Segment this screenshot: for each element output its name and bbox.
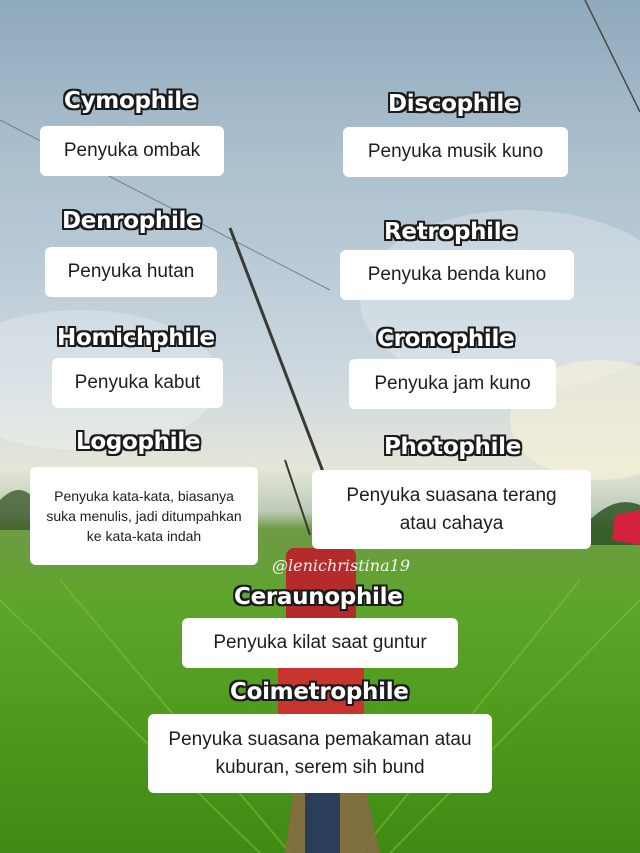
term-title: Cronophile xyxy=(377,326,515,352)
term-title: Retrophile xyxy=(384,219,517,245)
term-title: Coimetrophile xyxy=(230,679,409,705)
term-title: Denrophile xyxy=(62,208,202,234)
term-meaning: Penyuka benda kuno xyxy=(340,250,574,300)
term-title: Cymophile xyxy=(64,88,198,114)
term-meaning: Penyuka jam kuno xyxy=(349,359,556,409)
term-meaning: Penyuka kilat saat guntur xyxy=(182,618,458,668)
term-meaning: Penyuka musik kuno xyxy=(343,127,568,177)
watermark: @lenichristina19 xyxy=(272,556,410,575)
term-title: Ceraunophile xyxy=(234,584,403,610)
term-title: Homichphile xyxy=(57,325,215,351)
term-meaning: Penyuka kata-kata, biasanya suka menulis, jadi ditumpahkan ke kata-kata indah xyxy=(30,467,258,565)
term-title: Logophile xyxy=(76,429,201,455)
term-title: Photophile xyxy=(384,434,522,460)
term-meaning: Penyuka suasana pemakaman atau kuburan, serem sih bund xyxy=(148,714,492,793)
term-meaning: Penyuka hutan xyxy=(45,247,217,297)
term-title: Discophile xyxy=(388,91,520,117)
term-meaning: Penyuka suasana terang atau cahaya xyxy=(312,470,591,549)
term-meaning: Penyuka kabut xyxy=(52,358,223,408)
term-meaning: Penyuka ombak xyxy=(40,126,224,176)
